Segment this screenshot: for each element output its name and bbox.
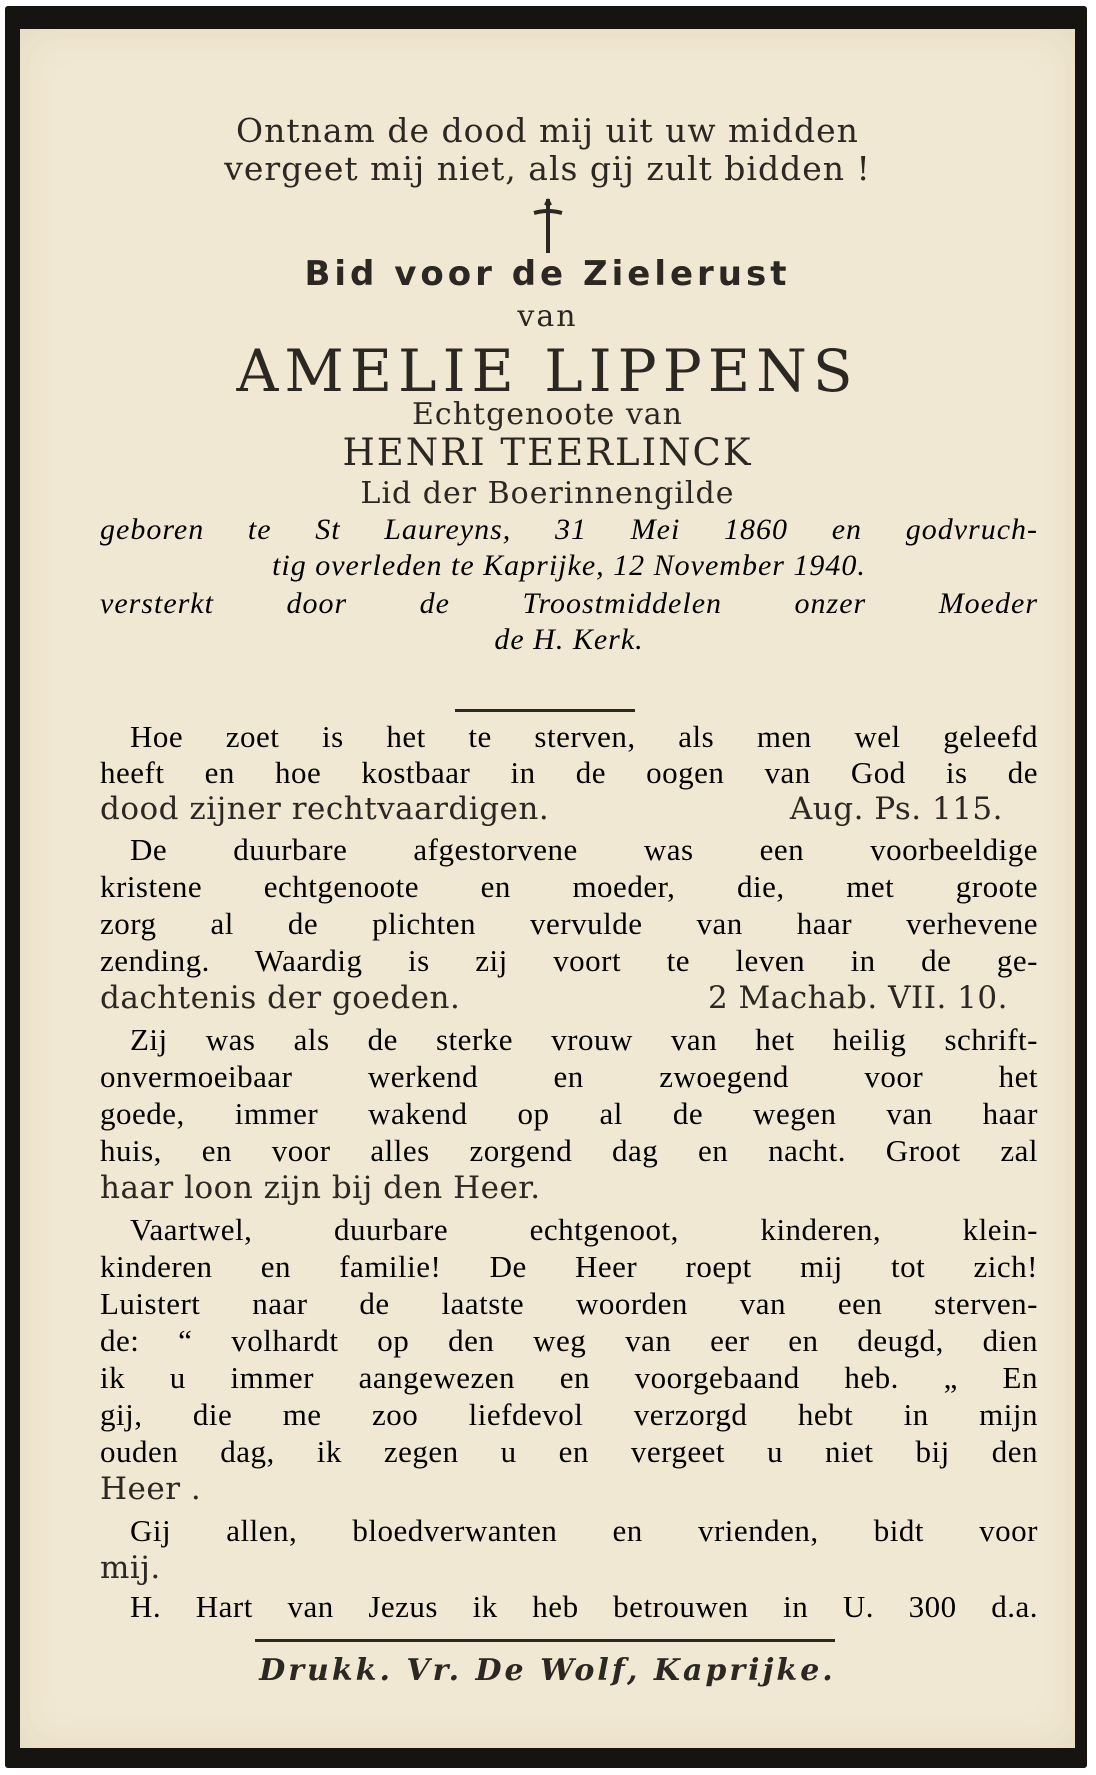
- paragraph-1-line-1: Hoe zoet is het te sterven, als men wel geleefd: [130, 719, 1038, 754]
- paragraph-5-line-2: mij.: [100, 1550, 161, 1586]
- paragraph-3-line-4: huis, en voor alles zorgend dag en nacht. Groot zal: [100, 1133, 1038, 1168]
- paragraph-3-line-5: haar loon zijn bij den Heer.: [100, 1170, 541, 1206]
- printer-rule: [255, 1639, 835, 1642]
- death-notice: [100, 513, 1038, 663]
- paragraph-4-line-3: Luistert naar de laatste woorden van een sterven-: [100, 1286, 1038, 1321]
- paragraph-4-line-8: Heer .: [100, 1471, 202, 1507]
- paragraph-1-line-3: dood zijner rechtvaardigen. Aug. Ps. 115.: [100, 791, 1003, 827]
- heading-van: van: [517, 299, 578, 334]
- paragraph-4-line-1: Vaartwel, duurbare echtgenoot, kinderen, klein-: [130, 1212, 1038, 1247]
- paragraph-4-line-4: de: “ volhardt op den weg van eer en deugd, dien: [100, 1323, 1038, 1358]
- cross-icon: [20, 197, 1075, 260]
- deceased-name: AMELIE LIPPENS: [236, 337, 859, 405]
- paragraph-4-line-7: ouden dag, ik zegen u en vergeet u niet bij den: [100, 1434, 1038, 1469]
- paragraph-5-line-1: Gij allen, bloedverwanten en vrienden, bidt voor: [130, 1513, 1038, 1548]
- verse-line-2: vergeet mij niet, als gij zult bidden !: [224, 149, 871, 188]
- spouse-name: HENRI TEERLINCK: [342, 431, 753, 474]
- memorial-card-paper: [20, 29, 1075, 1748]
- paragraph-2-line-5: dachtenis der goeden. 2 Machab. VII. 10.: [100, 980, 1008, 1016]
- spouse-relation: Echtgenoote van: [412, 397, 683, 432]
- paragraph-4-line-6: gij, die me zoo liefdevol verzorgd hebt in mijn: [100, 1397, 1038, 1432]
- body-text-block: [100, 719, 1038, 1719]
- paragraph-2-line-4: zending. Waardig is zij voort te leven in de ge-: [100, 943, 1038, 978]
- death-notice-line-1: geboren te St Laureyns, 31 Mei 1860 en godvruch-: [100, 513, 1038, 546]
- paragraph-2-reference: 2 Machab. VII. 10.: [707, 980, 1008, 1016]
- paragraph-3-line-3: goede, immer wakend op al de wegen van haar: [100, 1096, 1038, 1131]
- death-notice-line-3: versterkt door de Troostmiddelen onzer Moeder: [100, 587, 1038, 620]
- verse-line-1: Ontnam de dood mij uit uw midden: [236, 111, 859, 150]
- death-notice-line-4: de H. Kerk.: [494, 623, 644, 656]
- paragraph-3-line-2: onvermoeibaar werkend en zwoegend voor het: [100, 1059, 1038, 1094]
- paragraph-4-line-5: ik u immer aangewezen en voorgebaand heb. „ En: [100, 1360, 1038, 1395]
- paragraph-2-line-3: zorg al de plichten vervulde van haar verhevene: [100, 906, 1038, 941]
- guild-membership: Lid der Boerinnengilde: [360, 476, 735, 511]
- heading-title: Bid voor de Zielerust: [304, 254, 791, 294]
- printer-credit: Drukk. Vr. De Wolf, Kaprijke.: [259, 1653, 836, 1688]
- paragraph-2-line-1: De duurbare afgestorvene was een voorbeeldige: [130, 832, 1038, 867]
- paragraph-2-line-2: kristene echtgenoote en moeder, die, met groote: [100, 869, 1038, 904]
- paragraph-4-line-2: kinderen en familie! De Heer roept mij tot zich!: [100, 1249, 1038, 1284]
- paragraph-3-line-1: Zij was als de sterke vrouw van het heilig schrift-: [130, 1022, 1038, 1057]
- paragraph-6-line-1: H. Hart van Jezus ik heb betrouwen in U. 300 d.a.: [130, 1589, 1038, 1624]
- paragraph-1-line-2: heeft en hoe kostbaar in de oogen van God is de: [100, 755, 1038, 790]
- divider-rule: [455, 709, 635, 712]
- paragraph-1-reference: Aug. Ps. 115.: [789, 791, 1003, 827]
- memorial-card-frame: [5, 6, 1087, 1768]
- death-notice-line-2: tig overleden te Kaprijke, 12 November 1940.: [272, 549, 866, 582]
